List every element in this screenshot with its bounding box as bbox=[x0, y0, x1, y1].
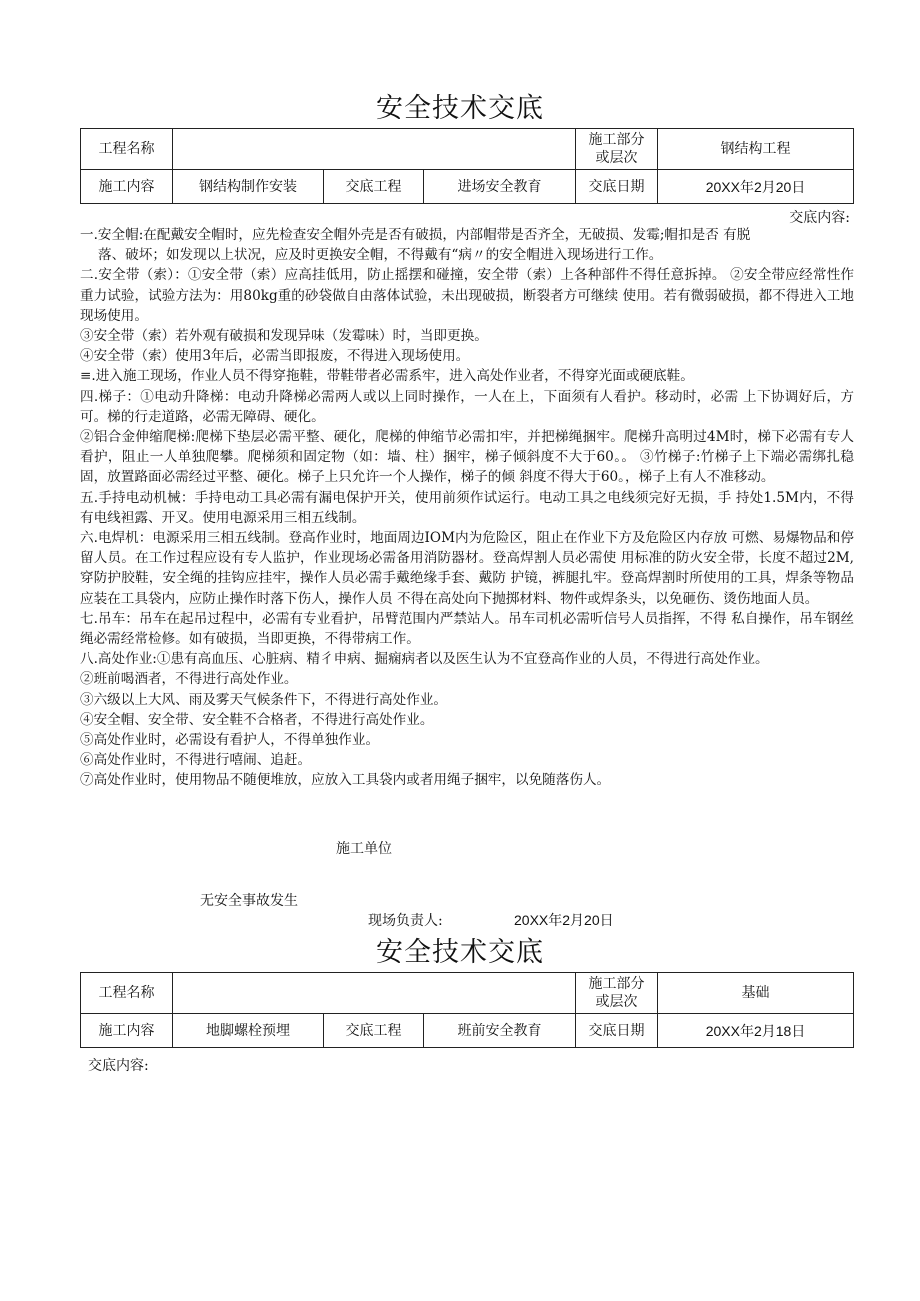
disclosure-project-value: 进场安全教育 bbox=[424, 170, 576, 204]
project-name-label: 工程名称 bbox=[81, 129, 173, 170]
disclosure-project-label: 交底工程 bbox=[324, 1014, 424, 1048]
work-content-label: 施工内容 bbox=[81, 170, 173, 204]
paragraph-ladder: 四.梯子：①电动升降梯：电动升降梯必需两人或以上同时操作，一人在上，下面须有人看护。移动时，必需 上下协调好后，方可。梯的行走道路，必需无障碍、硬化。 bbox=[80, 388, 854, 425]
section-label-line2: 或层次 bbox=[595, 994, 638, 1010]
disclosure-date-label: 交底日期 bbox=[576, 170, 658, 204]
project-info-table-2 bbox=[80, 972, 854, 1048]
section-value: 钢结构工程 bbox=[658, 129, 854, 170]
work-content-label: 施工内容 bbox=[81, 1014, 173, 1048]
paragraph-height-4: ④安全帽、安全带、安全鞋不合格者，不得进行高处作业。 bbox=[80, 711, 434, 728]
section-label bbox=[576, 129, 658, 170]
section-label bbox=[576, 973, 658, 1014]
signature-date: 20XX年2月20日 bbox=[514, 912, 614, 928]
paragraph-height-work: 八.高处作业:①患有高血压、心脏病、精彳申病、掘痫病者以及医生认为不宜登高作业的人员，不得进行高处作业。 bbox=[80, 651, 769, 668]
site-manager-label: 现场负责人: bbox=[368, 913, 443, 929]
project-name-label: 工程名称 bbox=[81, 973, 173, 1014]
document-title-2: 安全技术交底 bbox=[376, 937, 544, 968]
work-content-value: 钢结构制作安装 bbox=[173, 170, 324, 204]
paragraph-height-5: ⑤高处作业时，必需设有看护人，不得单独作业。 bbox=[80, 732, 380, 749]
paragraph-belt: 二.安全带（索）：①安全带（索）应高挂低用，防止摇摆和碰撞，安全带（索）上各种部件不得任意拆掉。 ②安全带应经常性作重力试验，试验方法为：用80kg重的砂袋做自由落体试验，未出现破损，断裂者方可继续 使用。若有微弱破损，都不得进入工地现场使用。 bbox=[80, 267, 854, 324]
disclosure-project-label: 交底工程 bbox=[324, 170, 424, 204]
paragraph-helmet: 一.安全帽:在配戴安全帽时，应先检查安全帽外壳是否有破损，内部帽带是否齐全，无破损、发霉;帽扣是否 有脱 bbox=[80, 227, 751, 243]
disclosure-date-value: 20XX年2月18日 bbox=[658, 1014, 854, 1048]
project-name-value bbox=[173, 129, 576, 170]
project-info-table bbox=[80, 128, 854, 204]
content-heading-2: 交底内容: bbox=[88, 1058, 149, 1074]
section-value: 基础 bbox=[658, 973, 854, 1014]
section-label-line1: 施工部分 bbox=[588, 132, 645, 148]
paragraph-power-tools: 五.手持电动机械：手持电动工具必需有漏电保护开关，使用前须作试运行。电动工具之电线须完好无损，手 持处1.5M内，不得有电线袒露、开叉。使用电源采用三相五线制。 bbox=[80, 489, 854, 526]
paragraph-crane: 七.吊车：吊车在起吊过程中，必需有专业看护，吊臂范围内严禁站人。吊车司机必需听信号人员指挥，不得 私自操作，吊车钢丝绳必需经常检修。如有破损，当即更换，不得带病工作。 bbox=[80, 610, 854, 648]
disclosure-date-label: 交底日期 bbox=[576, 1014, 658, 1048]
paragraph-height-2: ②班前喝酒者，不得进行高处作业。 bbox=[80, 671, 298, 688]
project-name-value bbox=[173, 973, 576, 1014]
disclosure-content bbox=[80, 225, 854, 791]
paragraph-height-6: ⑥高处作业时，不得进行嘻闹、追赶。 bbox=[80, 752, 312, 769]
section-label-line1: 施工部分 bbox=[588, 976, 645, 992]
paragraph-site-entry: ≡.进入施工现场，作业人员不得穿拖鞋，带鞋带者必需系牢，进入高处作业者，不得穿光面或硬底鞋。 bbox=[80, 368, 694, 385]
no-accident-note: 无安全事故发生 bbox=[200, 893, 298, 909]
disclosure-project-value: 班前安全教育 bbox=[424, 1014, 576, 1048]
content-heading: 交底内容: bbox=[789, 210, 850, 226]
paragraph-belt-3: ③安全带（索）若外观有破损和发现异味（发霉味）时，当即更换。 bbox=[80, 328, 488, 345]
work-content-value: 地脚螺栓预埋 bbox=[173, 1014, 324, 1048]
section-label-line2: 或层次 bbox=[595, 150, 638, 166]
paragraph-belt-4: ④安全带（索）使用3年后，必需当即报废，不得进入现场使用。 bbox=[80, 348, 470, 365]
paragraph-height-7: ⑦高处作业时，使用物品不随便堆放，应放入工具袋内或者用绳子捆牢，以免随落伤人。 bbox=[80, 772, 611, 789]
disclosure-date-value: 20XX年2月20日 bbox=[658, 170, 854, 204]
construction-unit-label: 施工单位 bbox=[336, 841, 392, 857]
paragraph-welding: 六.电焊机：电源采用三相五线制。登高作业时，地面周边IOM内为危险区，阻止在作业下方及危险区内存放 可燃、易爆物品和停留人员。在工作过程应设有专人监护，作业现场必需备用消防器材。登高焊割人员必需使 用标准的防火安全带，长度不超过2M,穿防护胶鞋，安全绳的挂钩应挂牢，操作人员必需手戴绝缘手套、戴防 护镜，裤腿扎牢。登高焊割时所使用的工具，焊条等物品应装在工具袋内，应防止操作时落下伤人，操作人员 不得在高处向下抛掷材料、物件或焊条头，以免砸伤、烫伤地面人员。 bbox=[80, 530, 854, 607]
paragraph-ladder-2: ②铝合金伸缩爬梯:爬梯下垫层必需平整、硬化，爬梯的伸缩节必需扣牢，并把梯绳捆牢。爬梯升高明过4M时，梯下必需有专人看护，阻止一人单独爬攀。爬梯须和固定物（如：墙、柱）捆牢，梯子倾斜度不大于60。。 ③竹梯子:竹梯子上下端必需绑扎稳固，放置路面必需经过平整、硬化。梯子上只允许一个人操作，梯子的倾 斜度不得大于60。，梯子上有人不准移动。 bbox=[80, 429, 854, 486]
paragraph-height-3: ③六级以上大风、雨及雾天气候条件下，不得进行高处作业。 bbox=[80, 691, 448, 708]
paragraph-helmet-cont: 落、破坏；如发现以上状况，应及时更换安全帽，不得戴有“病〃的安全帽进入现场进行工作。 bbox=[98, 247, 663, 264]
document-title: 安全技术交底 bbox=[376, 93, 544, 124]
